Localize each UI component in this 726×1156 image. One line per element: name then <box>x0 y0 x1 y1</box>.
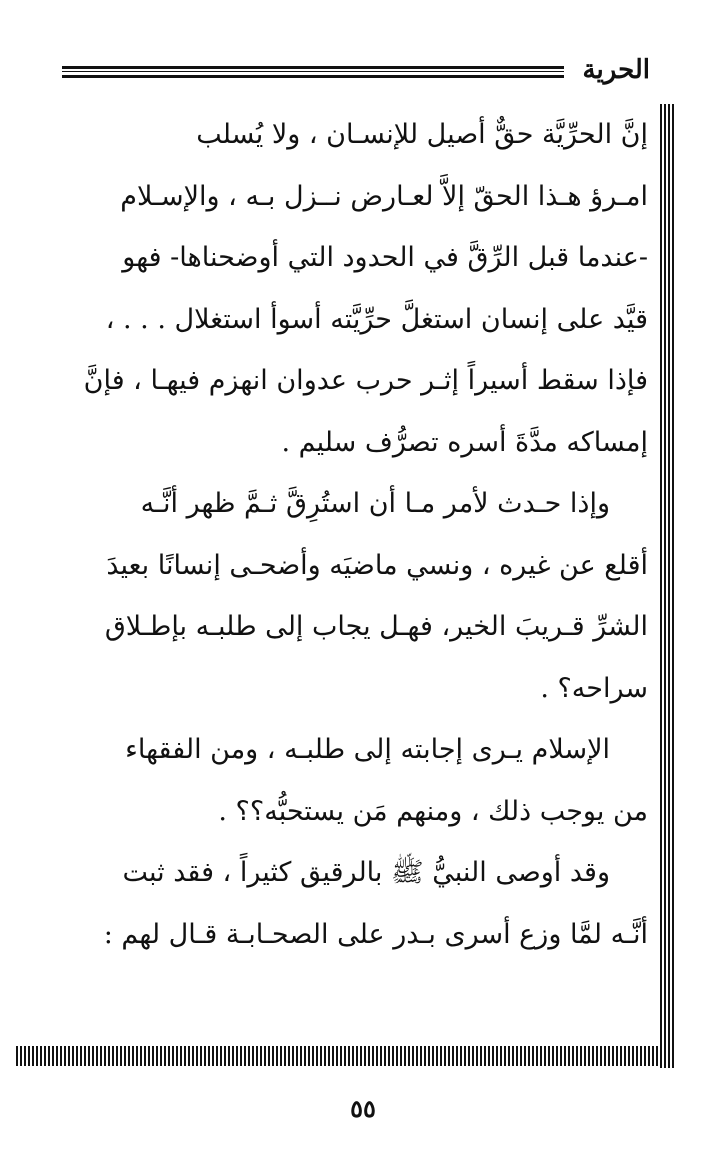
page-header <box>60 52 656 92</box>
body-text <box>56 104 648 965</box>
text-line: سراحه؟ . <box>540 672 648 704</box>
text-line: الشرِّ قـريبَ الخير، فهـل يجاب إلى طلبـه بإطـلاق <box>104 611 648 642</box>
bottom-decorative-border <box>16 1046 664 1066</box>
paragraph-3 <box>56 719 648 842</box>
text-line: وإذا حـدث لأمر مـا أن استُرِقَّ ثـمَّ ظهر أنَّـه <box>140 488 610 519</box>
text-line: وقد أوصى النبيُّ ﷺ بالرقيق كثيراً ، فقد ثبت <box>122 857 610 888</box>
text-line: من يوجب ذلك ، ومنهم مَن يستحبُّه؟؟ . <box>218 795 648 827</box>
text-line: أقلع عن غيره ، ونسي ماضيَه وأضحـى إنسانًا بعيدَ <box>106 549 648 581</box>
right-decorative-border <box>660 104 674 1068</box>
text-line: امـرؤ هـذا الحقّ إلاَّ لعـارض نــزل بـه ، والإسـلام <box>120 180 648 212</box>
paragraph-1 <box>56 104 648 473</box>
paragraph-4 <box>56 842 648 965</box>
text-line: الإسلام يـرى إجابته إلى طلبـه ، ومن الفقهاء <box>125 734 610 765</box>
paragraph-2 <box>56 473 648 719</box>
page-number: ٥٥ <box>350 1094 376 1123</box>
text-line: إنَّ الحرِّيَّة حقٌّ أصيل للإنسـان ، ولا يُسلب <box>196 119 648 150</box>
text-line: فإذا سقط أسيراً إثـر حرب عدوان انهزم فيهـا ، فإنَّ <box>83 365 648 396</box>
text-line: -عندما قبل الرِّقَّ في الحدود التي أوضحناها- فهو <box>122 242 648 273</box>
text-line: إمساكه مدَّةَ أسره تصرُّف سليم . <box>281 426 648 458</box>
text-line: أنَّـه لمَّا وزع أسرى بـدر على الصحـابـة قـال لهم : <box>103 918 648 950</box>
chapter-title: الحرية <box>582 55 650 85</box>
header-rule <box>62 66 564 78</box>
text-line: قيَّد على إنسان استغلَّ حرِّيَّته أسوأ استغلال . . . ، <box>105 303 648 335</box>
